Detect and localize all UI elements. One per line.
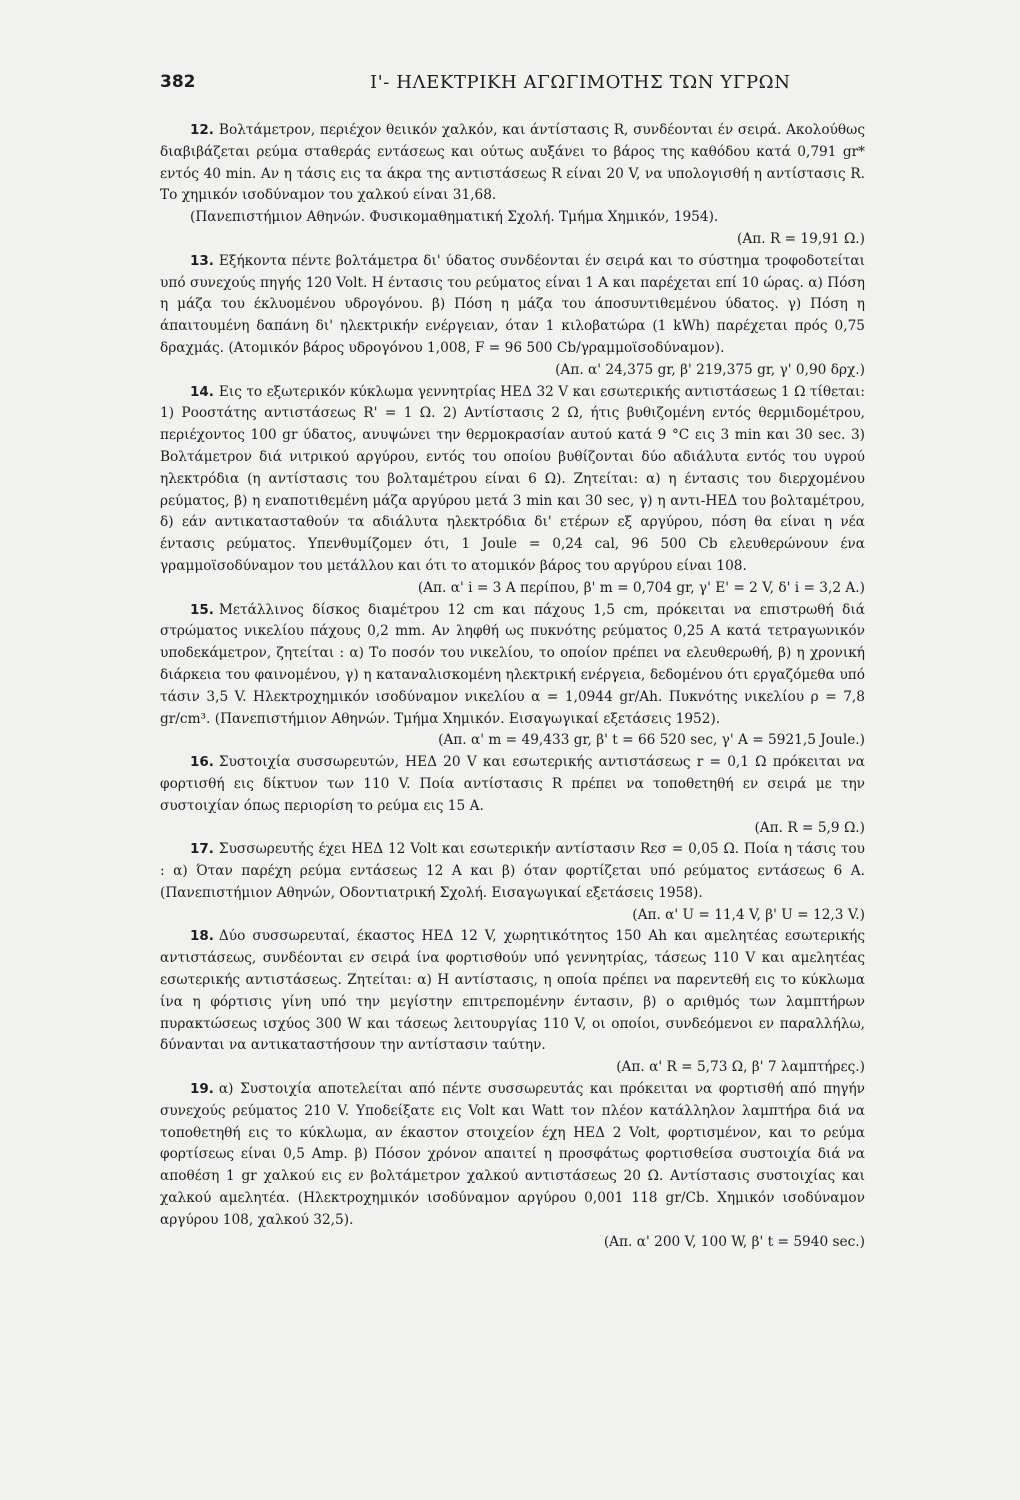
problem-number: 16.: [190, 754, 214, 771]
problem-text: Εις το εξωτερικόν κύκλωμα γεννητρίας ΗΕΔ 32 V και εσωτερικής αντιστάσεως 1 Ω τίθεται: 1) Ροοστάτης αντιστάσεως R' = 1 Ω. 2) Αντίστασις 2 Ω, ήτις βυθιζομένη εντός θερμιδομέτρου, περιέχοντος 100 gr ύδατος, ανυψώνει την θερμοκρασίαν αυτού κατά 9 °C εις 3 min και 30 sec. 3) Βολτάμετρον διά νιτρικού αργύρου, εντός του οποίου βυθίζονται δύο αδιάλυτα εντός του υγρού ηλεκτρόδια (η αντίστασις του βολταμέτρου είναι 6 Ω). Ζητείται: α) η έντασις του διερχομένου ρεύματος, β) η εναποτιθεμένη μάζα αργύρου μετά 3 min και 30 sec, γ) η αντι-ΗΕΔ του βολταμέτρου, δ) εάν αντικατασταθούν τα αδιάλυτα ηλεκτρόδια δι' ετέρων εξ αργύρου, πόση θα είναι η νέα έντασις ρεύματος. Υπενθυμίζομεν ότι, 1 Joule = 0,24 cal, 96 500 Cb ελευθερώνουν ένα γραμμοϊσοδύναμον του μετάλλου και ότι το ατομικόν βάρος του αργύρου είναι 108.: [160, 383, 865, 574]
problem-number: 14.: [190, 383, 214, 400]
problem-source: (Πανεπιστήμιον Αθηνών. Φυσικομαθηματική Σχολή. Τμήμα Χημικόν, 1954).: [190, 209, 719, 226]
problem-number: 19.: [190, 1081, 214, 1098]
problem-number: 18.: [190, 928, 214, 945]
problem-number: 12.: [190, 122, 214, 138]
problem-text: Εξήκοντα πέντε βολτάμετρα δι' ύδατος συνδέονται έν σειρά και το σύστημα τροφοδοτείται υπό συνεχούς πηγής 120 Volt. Η έντασις του ρεύματος είναι 1 A και παρέχεται επί 10 ώρας. α) Πόση η μάζα του έκλυομένου υδρογόνου. β) Πόση η μάζα του άποσυντιθεμένου ύδατος. γ) Πόση η άπαιτουμένη δαπάνη δι' ηλεκτρικήν ενέργειαν, όταν 1 κιλοβατώρα (1 kWh) παρέχεται πρός 0,75 δραχμάς. (Ατομικόν βάρος υδρογόνου 1,008, F = 96 500 Cb/γραμμοϊσοδύναμον).: [160, 252, 865, 356]
problem-text: Βολτάμετρον, περιέχον θειικόν χαλκόν, και άντίστασις R, συνδέονται έν σειρά. Ακολούθως διαβιβάζεται ρεύμα σταθεράς εντάσεως και ούτως αυξάνει το βάρος της καθόδου κατά 0,791 gr* εντός 40 min. Αν η τάσις εις τα άκρα της αντιστάσεως R είναι 20 V, να υπολογισθή η αντίστασις R. Το χημικόν ισοδύναμον του χαλκού είναι 31,68.: [160, 122, 865, 204]
problems-list: [160, 120, 865, 1253]
problem-number: 17.: [190, 841, 214, 858]
problem-answer: (Απ. α' U = 11,4 V, β' U = 12,3 V.): [632, 906, 865, 923]
problem-13: [160, 251, 865, 382]
chapter-title: Ι'- ΗΛΕΚΤΡΙΚΗ ΑΓΩΓΙΜΟΤΗΣ ΤΩΝ ΥΓΡΩΝ: [370, 72, 791, 93]
problem-text: Συσσωρευτής έχει ΗΕΔ 12 Volt και εσωτερικήν αντίστασιν Rεσ = 0,05 Ω. Ποία η τάσις του : α) Όταν παρέχη ρεύμα εντάσεως 12 A και β) όταν φορτίζεται υπό ρεύματος εντάσεως 6 A. (Πανεπιστήμιον Αθηνών, Οδοντιατρική Σχολή. Εισαγωγικαί εξετάσεις 1958).: [160, 841, 865, 901]
problem-number: 13.: [190, 252, 214, 269]
problem-18: [160, 926, 865, 1079]
problem-12: [160, 120, 865, 251]
problem-14: [160, 382, 865, 600]
problem-16: [160, 752, 865, 839]
problem-answer: (Απ. R = 19,91 Ω.): [737, 230, 865, 247]
problem-answer: (Απ. α' m = 49,433 gr, β' t = 66 520 sec, γ' A = 5921,5 Joule.): [438, 732, 865, 749]
problem-19: [160, 1079, 865, 1253]
problem-text: Συστοιχία συσσωρευτών, ΗΕΔ 20 V και εσωτερικής αντιστάσεως r = 0,1 Ω πρόκειται να φορτισθή εις δίκτυον των 110 V. Ποία αντίστασις R πρέπει να τοποθετηθή εν σειρά με την συστοιχίαν όπως περιορίση το ρεύμα εις 15 A.: [160, 754, 865, 814]
problem-number: 15.: [190, 601, 214, 618]
problem-text: α) Συστοιχία αποτελείται από πέντε συσσωρευτάς και πρόκειται να φορτισθή από πηγήν συνεχούς ρεύματος 210 V. Υποδείξατε εις Volt και Watt τον πλέον κατάλληλον λαμπτήρα διά να τοποθετηθή εις το κύκλωμα, αν έκαστον στοιχείον έχη ΗΕΔ 2 Volt, φορτισμένον, και το ρεύμα φορτίσεως είναι 0,5 Amp. β) Πόσον χρόνον απαιτεί η προσφάτως φορτισθείσα συστοιχία διά να αποθέση 1 gr χαλκού εις εν βολτάμετρον χαλκού αντιστάσεως 20 Ω. Αντίστασις συστοιχίας και χαλκού αμελητέα. (Ηλεκτροχημικόν ισοδύναμον αργύρου 0,001 118 gr/Cb. Χημικόν ισοδύναμον αργύρου 108, χαλκού 32,5).: [160, 1081, 865, 1228]
page-number: 382: [160, 72, 196, 92]
problem-17: [160, 839, 865, 926]
problem-15: [160, 600, 865, 753]
page-header: [160, 72, 865, 98]
problem-answer: (Απ. α' i = 3 A περίπου, β' m = 0,704 gr, γ' E' = 2 V, δ' i = 3,2 A.): [417, 579, 865, 596]
problem-text: Μετάλλινος δίσκος διαμέτρου 12 cm και πάχους 1,5 cm, πρόκειται να επιστρωθή διά στρώματος νικελίου πάχους 0,2 mm. Αν ληφθή ως πυκνότης ρεύματος 0,25 A κατά τετραγωνικόν υποδεκάμετρον, ζητείται : α) Το ποσόν του νικελίου, το οποίον πρέπει να ελευθερωθή, β) η χρονική διάρκεια του φαινομένου, γ) η καταναλισκομένη ηλεκτρική ενέργεια, δεδομένου ότι εργαζόμεθα υπό τάσιν 3,5 V. Ηλεκτροχημικόν ισοδύναμον νικελίου α = 1,0944 gr/Ah. Πυκνότης νικελίου ρ = 7,8 gr/cm³. (Πανεπιστήμιον Αθηνών. Τμήμα Χημικόν. Εισαγωγικαί εξετάσεις 1952).: [160, 601, 865, 727]
problem-answer: (Απ. α' R = 5,73 Ω, β' 7 λαμπτήρες.): [616, 1059, 865, 1076]
problem-answer: (Απ. α' 200 V, 100 W, β' t = 5940 sec.): [603, 1233, 865, 1250]
problem-answer: (Απ. R = 5,9 Ω.): [754, 819, 865, 836]
problem-answer: (Απ. α' 24,375 gr, β' 219,375 gr, γ' 0,90 δρχ.): [555, 361, 865, 378]
problem-text: Δύο συσσωρευταί, έκαστος ΗΕΔ 12 V, χωρητικότητος 150 Ah και αμελητέας εσωτερικής αντιστάσεως, συνδέονται εν σειρά ίνα φορτισθούν υπό γεννητρίας, τάσεως 110 V και αμελητέας εσωτερικής αντιστάσεως. Ζητείται: α) Η αντίστασις, η οποία πρέπει να παρεντεθή εις το κύκλωμα ίνα η φόρτισις γίνη υπό την μεγίστην επιτρεπομένην έντασιν, β) ο αριθμός των λαμπτήρων πυρακτώσεως ισχύος 300 W και τάσεως λειτουργίας 110 V, οι οποίοι, συνδεόμενοι εν παραλλήλω, δύνανται να αντικαταστήσουν την αντίστασιν ταύτην.: [160, 928, 865, 1054]
